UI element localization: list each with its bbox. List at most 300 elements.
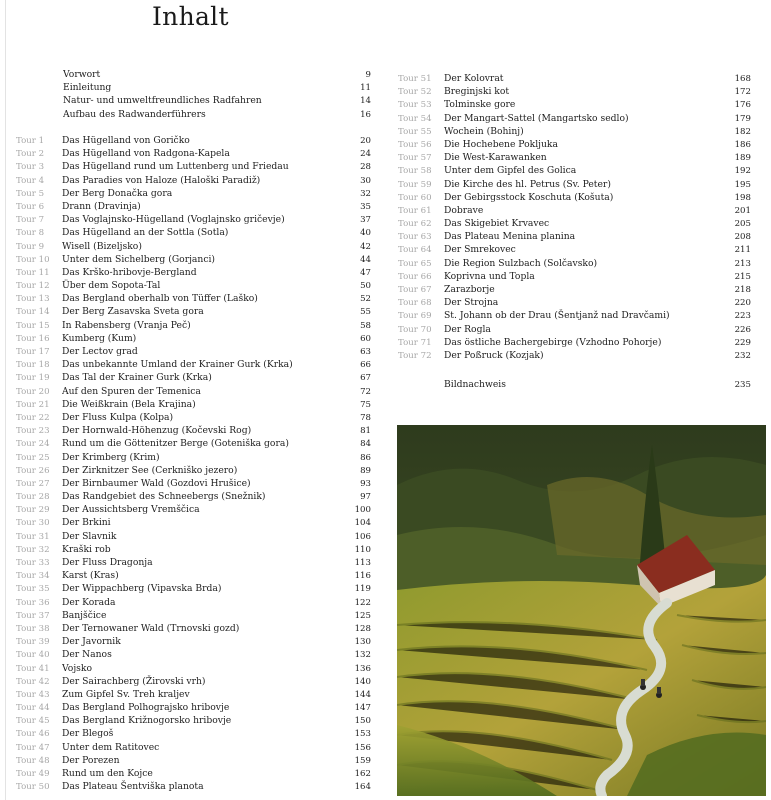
tour-number: Tour 42 bbox=[16, 676, 50, 687]
page-number: 189 bbox=[734, 153, 751, 164]
entry-title: Rund um den Kojce bbox=[62, 768, 153, 779]
toc-entry bbox=[16, 253, 371, 266]
entry-title: Wochein (Bohinj) bbox=[444, 125, 524, 137]
tour-number: Tour 1 bbox=[16, 136, 45, 146]
entry-title: Natur- und umweltfreundliches Radfahren bbox=[63, 95, 262, 107]
entry-title: Der Javornik bbox=[62, 636, 121, 648]
entry-title: Die Weißkrain (Bela Krajina) bbox=[62, 398, 196, 410]
page-number: 220 bbox=[734, 298, 751, 309]
tour-number: Tour 27 bbox=[16, 478, 50, 489]
entry-title: Kraški rob bbox=[62, 543, 111, 555]
page-number: 47 bbox=[360, 267, 371, 278]
toc-entry bbox=[16, 767, 371, 780]
toc-entry bbox=[16, 741, 371, 754]
tour-number: Tour 25 bbox=[16, 452, 50, 463]
page-number: 213 bbox=[734, 258, 751, 269]
page-number: 192 bbox=[734, 166, 751, 177]
tour-number: Tour 64 bbox=[398, 245, 432, 256]
page-number: 67 bbox=[360, 373, 371, 384]
tour-number: Tour 29 bbox=[16, 505, 50, 516]
entry-title: Das Hügelland von Goričko bbox=[62, 135, 190, 146]
tour-number: Tour 6 bbox=[16, 201, 45, 212]
entry-title: Die Kirche des hl. Petrus (Sv. Peter) bbox=[444, 178, 611, 190]
toc-entry bbox=[16, 398, 371, 411]
toc-entry bbox=[16, 424, 371, 437]
toc-entry bbox=[63, 68, 371, 81]
entry-title: Der Rogla bbox=[444, 323, 491, 335]
tour-number: Tour 24 bbox=[16, 439, 50, 450]
tour-number: Tour 14 bbox=[16, 307, 50, 318]
page-number: 30 bbox=[360, 175, 371, 186]
entry-title: Unter dem Gipfel des Golica bbox=[444, 165, 577, 177]
entry-title: Aufbau des Radwanderführers bbox=[63, 108, 206, 120]
toc-entry bbox=[16, 226, 371, 239]
entry-title: Der Berg Zasavska Sveta gora bbox=[62, 306, 204, 318]
tour-number: Tour 8 bbox=[16, 228, 45, 239]
entry-title: Bildnachweis bbox=[444, 379, 506, 390]
toc-entry bbox=[16, 490, 371, 503]
tour-number: Tour 38 bbox=[16, 623, 50, 634]
back-matter-list bbox=[398, 378, 751, 391]
entry-title: Einleitung bbox=[63, 82, 112, 94]
toc-entry bbox=[16, 662, 371, 675]
toc-entry bbox=[16, 556, 371, 569]
tour-number: Tour 50 bbox=[16, 782, 50, 793]
tour-number: Tour 49 bbox=[16, 769, 50, 779]
entry-title: Der Krimberg (Krim) bbox=[62, 451, 160, 463]
toc-entry bbox=[398, 323, 751, 336]
page-number: 235 bbox=[734, 380, 751, 390]
toc-entry bbox=[398, 336, 751, 349]
tour-number: Tour 51 bbox=[398, 74, 432, 84]
tour-number: Tour 46 bbox=[16, 729, 50, 740]
entry-title: Auf den Spuren der Temenica bbox=[62, 385, 201, 397]
toc-column-left bbox=[16, 134, 371, 793]
page-number: 215 bbox=[734, 271, 751, 282]
toc-entry bbox=[16, 266, 371, 279]
page-number: 172 bbox=[734, 87, 751, 98]
page-number: 32 bbox=[360, 188, 371, 199]
entry-title: Der Kolovrat bbox=[444, 73, 504, 84]
toc-entry bbox=[398, 378, 751, 391]
toc-entry bbox=[16, 279, 371, 292]
page-number: 122 bbox=[354, 597, 371, 608]
toc-entry bbox=[16, 411, 371, 424]
tour-number: Tour 33 bbox=[16, 558, 50, 568]
page-number: 147 bbox=[354, 703, 371, 714]
page-number: 176 bbox=[734, 100, 751, 111]
toc-entry bbox=[16, 451, 371, 464]
toc-entry bbox=[16, 648, 371, 661]
tour-number: Tour 19 bbox=[16, 373, 50, 384]
entry-title: Der Strojna bbox=[444, 297, 499, 309]
vineyard-photo bbox=[397, 425, 766, 796]
entry-title: Das unbekannte Umland der Krainer Gurk (Krka) bbox=[62, 359, 293, 371]
tour-number: Tour 18 bbox=[16, 360, 50, 371]
entry-title: Der Lectov grad bbox=[62, 346, 138, 357]
page-number: 55 bbox=[360, 307, 371, 318]
entry-title: Über dem Sopota-Tal bbox=[62, 280, 161, 292]
page-number: 58 bbox=[360, 320, 371, 331]
page-number: 110 bbox=[354, 544, 371, 555]
toc-entry bbox=[16, 200, 371, 213]
entry-title: Der Hornwald-Höhenzug (Kočevski Rog) bbox=[62, 425, 252, 437]
toc-entry bbox=[16, 345, 371, 358]
tour-number: Tour 10 bbox=[16, 254, 50, 265]
toc-entry bbox=[16, 569, 371, 582]
page-number: 113 bbox=[354, 558, 371, 568]
page-number: 14 bbox=[360, 96, 371, 107]
entry-title: Wisell (Bizeljsko) bbox=[62, 240, 142, 252]
toc-entry bbox=[63, 81, 371, 94]
page-number: 211 bbox=[734, 245, 751, 256]
toc-entry bbox=[16, 582, 371, 595]
toc-entry bbox=[16, 305, 371, 318]
page-number: 136 bbox=[354, 663, 371, 674]
page-number: 66 bbox=[360, 360, 371, 371]
tour-number: Tour 3 bbox=[16, 162, 45, 173]
toc-entry bbox=[398, 98, 751, 111]
toc-column-right bbox=[398, 72, 751, 362]
tour-number: Tour 66 bbox=[398, 271, 432, 282]
page-number: 93 bbox=[360, 478, 371, 489]
entry-title: Das Bergland Polhograjsko hribovje bbox=[62, 702, 230, 714]
entry-title: Der Berg Donačka gora bbox=[62, 187, 173, 199]
toc-entry bbox=[16, 213, 371, 226]
page-edge bbox=[5, 0, 6, 800]
page-number: 226 bbox=[734, 324, 751, 335]
entry-title: Vojsko bbox=[62, 662, 92, 674]
tour-number: Tour 11 bbox=[16, 267, 50, 278]
tour-number: Tour 68 bbox=[398, 298, 432, 309]
page-number: 232 bbox=[734, 350, 751, 361]
entry-title: Breginjski kot bbox=[444, 86, 510, 98]
toc-entry bbox=[398, 349, 751, 362]
entry-title: Der Fluss Dragonja bbox=[62, 557, 153, 568]
page-number: 162 bbox=[354, 769, 371, 779]
entry-title: Die West-Karawanken bbox=[444, 152, 547, 164]
entry-title: Der Porezen bbox=[62, 754, 120, 766]
toc-entry bbox=[16, 622, 371, 635]
toc-entry bbox=[398, 243, 751, 256]
page-number: 156 bbox=[354, 742, 371, 753]
entry-title: Der Nanos bbox=[62, 649, 112, 661]
tour-number: Tour 2 bbox=[16, 149, 45, 160]
toc-entry bbox=[16, 780, 371, 793]
toc-entry bbox=[398, 309, 751, 322]
toc-entry bbox=[63, 94, 371, 107]
page-number: 81 bbox=[360, 426, 371, 437]
toc-entry bbox=[398, 204, 751, 217]
toc-entry bbox=[16, 543, 371, 556]
entry-title: Das Tal der Krainer Gurk (Krka) bbox=[62, 372, 212, 384]
entry-title: Der Mangart-Sattel (Mangartsko sedlo) bbox=[444, 112, 629, 124]
entry-title: Kumberg (Kum) bbox=[62, 332, 137, 344]
tour-number: Tour 71 bbox=[398, 337, 432, 348]
entry-title: Unter dem Sichelberg (Gorjanci) bbox=[62, 253, 215, 265]
page-number: 63 bbox=[360, 347, 371, 357]
page-number: 198 bbox=[734, 192, 751, 203]
page-number: 35 bbox=[360, 201, 371, 212]
entry-title: Der Zirknitzer See (Cerkniško jezero) bbox=[62, 464, 238, 476]
toc-entry bbox=[16, 503, 371, 516]
entry-title: Die Region Sulzbach (Solčavsko) bbox=[444, 257, 598, 269]
entry-title: St. Johann ob der Drau (Šentjanž nad Dravčami) bbox=[444, 310, 670, 322]
page-number: 159 bbox=[354, 755, 371, 766]
entry-title: Der Blegoš bbox=[62, 728, 114, 740]
tour-number: Tour 15 bbox=[16, 320, 50, 331]
entry-title: Der Birnbaumer Wald (Gozdovi Hrušice) bbox=[62, 477, 251, 489]
entry-title: Banjščice bbox=[62, 609, 107, 621]
toc-entry bbox=[398, 112, 751, 125]
page-number: 50 bbox=[360, 281, 371, 292]
entry-title: Die Hochebene Pokljuka bbox=[444, 138, 558, 150]
tour-number: Tour 69 bbox=[398, 311, 432, 322]
front-matter-list bbox=[63, 68, 371, 121]
tour-number: Tour 40 bbox=[16, 650, 50, 661]
page-number: 140 bbox=[354, 676, 371, 687]
tour-number: Tour 4 bbox=[16, 175, 45, 186]
toc-entry bbox=[16, 371, 371, 384]
toc-entry bbox=[16, 332, 371, 345]
page-number: 72 bbox=[360, 386, 371, 397]
page-number: 116 bbox=[354, 571, 371, 582]
toc-entry bbox=[16, 688, 371, 701]
toc-entry bbox=[16, 596, 371, 609]
tour-number: Tour 56 bbox=[398, 139, 432, 150]
tour-number: Tour 67 bbox=[398, 285, 432, 295]
page-number: 150 bbox=[354, 716, 371, 727]
toc-entry bbox=[16, 635, 371, 648]
tour-number: Tour 31 bbox=[16, 531, 50, 542]
page-number: 20 bbox=[360, 136, 371, 146]
tour-number: Tour 59 bbox=[398, 179, 432, 190]
page-number: 40 bbox=[360, 228, 371, 239]
toc-entry bbox=[16, 675, 371, 688]
page-number: 179 bbox=[734, 113, 751, 124]
toc-entry bbox=[16, 477, 371, 490]
toc-entry bbox=[398, 217, 751, 230]
entry-title: In Rabensberg (Vranja Peč) bbox=[62, 319, 191, 331]
entry-title: Der Poßruck (Kozjak) bbox=[444, 349, 544, 361]
toc-entry bbox=[398, 270, 751, 283]
page-number: 42 bbox=[360, 241, 371, 252]
page-number: 97 bbox=[360, 492, 371, 503]
entry-title: Das Hügelland an der Sottla (Sotla) bbox=[62, 227, 229, 239]
entry-title: Das östliche Bachergebirge (Vzhodno Pohorje) bbox=[444, 336, 662, 348]
toc-entry bbox=[16, 714, 371, 727]
tour-number: Tour 13 bbox=[16, 294, 50, 305]
page-number: 52 bbox=[360, 294, 371, 305]
tour-number: Tour 9 bbox=[16, 241, 45, 252]
toc-entry bbox=[398, 85, 751, 98]
entry-title: Rund um die Göttenitzer Berge (Goteniška gora) bbox=[62, 438, 289, 450]
tour-number: Tour 44 bbox=[16, 703, 50, 714]
page-number: 119 bbox=[354, 584, 371, 595]
toc-entry bbox=[16, 174, 371, 187]
tour-number: Tour 37 bbox=[16, 610, 50, 621]
page-number: 60 bbox=[360, 333, 371, 344]
page-number: 132 bbox=[354, 650, 371, 661]
toc-entry bbox=[16, 464, 371, 477]
tour-number: Tour 47 bbox=[16, 742, 50, 753]
page-number: 44 bbox=[360, 254, 371, 265]
page-number: 125 bbox=[354, 610, 371, 621]
toc-entry bbox=[16, 727, 371, 740]
toc-entry bbox=[16, 754, 371, 767]
tour-number: Tour 72 bbox=[398, 350, 432, 361]
entry-title: Das Hügelland von Radgona-Kapela bbox=[62, 148, 230, 160]
entry-title: Der Aussichtsberg Vremščica bbox=[62, 504, 200, 516]
tour-number: Tour 20 bbox=[16, 386, 50, 397]
toc-entry bbox=[63, 108, 371, 121]
toc-entry bbox=[16, 187, 371, 200]
entry-title: Tolminske gore bbox=[444, 99, 516, 111]
page-number: 78 bbox=[360, 412, 371, 423]
toc-entry bbox=[398, 178, 751, 191]
toc-entry bbox=[16, 292, 371, 305]
toc-entry bbox=[398, 257, 751, 270]
toc-entry bbox=[16, 319, 371, 332]
entry-title: Der Slavnik bbox=[62, 530, 117, 542]
tour-number: Tour 26 bbox=[16, 465, 50, 476]
tour-number: Tour 36 bbox=[16, 597, 50, 608]
entry-title: Der Brkini bbox=[62, 517, 111, 529]
tour-number: Tour 34 bbox=[16, 571, 50, 582]
toc-entry bbox=[398, 164, 751, 177]
page-number: 205 bbox=[734, 219, 751, 230]
tour-number: Tour 57 bbox=[398, 153, 432, 164]
toc-entry bbox=[16, 437, 371, 450]
tour-number: Tour 39 bbox=[16, 637, 50, 648]
entry-title: Das Randgebiet des Schneebergs (Snežnik) bbox=[62, 491, 266, 503]
tour-number: Tour 17 bbox=[16, 347, 50, 357]
entry-title: Das Paradies von Haloze (Haloški Paradiž) bbox=[62, 174, 261, 186]
tour-number: Tour 61 bbox=[398, 205, 432, 216]
tour-number: Tour 63 bbox=[398, 232, 432, 243]
toc-entry bbox=[398, 125, 751, 138]
entry-title: Der Korada bbox=[62, 596, 116, 608]
tour-number: Tour 65 bbox=[398, 258, 432, 269]
tour-number: Tour 12 bbox=[16, 281, 50, 292]
page-number: 100 bbox=[354, 505, 371, 516]
page-number: 75 bbox=[360, 399, 371, 410]
page-number: 128 bbox=[354, 623, 371, 634]
page-number: 84 bbox=[360, 439, 371, 450]
toc-entry bbox=[16, 609, 371, 622]
toc-entry bbox=[398, 151, 751, 164]
toc-entry bbox=[398, 191, 751, 204]
tour-number: Tour 70 bbox=[398, 324, 432, 335]
page-number: 201 bbox=[734, 205, 751, 216]
page-number: 28 bbox=[360, 162, 371, 173]
entry-title: Das Hügelland rund um Luttenberg und Friedau bbox=[62, 161, 289, 173]
page-number: 104 bbox=[354, 518, 371, 529]
tour-number: Tour 7 bbox=[16, 215, 45, 226]
page-number: 182 bbox=[734, 126, 751, 137]
tour-number: Tour 28 bbox=[16, 492, 50, 503]
page-number: 195 bbox=[734, 179, 751, 190]
tour-number: Tour 21 bbox=[16, 399, 50, 410]
entry-title: Das Plateau Šentviška planota bbox=[62, 781, 204, 793]
tour-number: Tour 60 bbox=[398, 192, 432, 203]
page-number: 218 bbox=[734, 285, 751, 295]
toc-entry bbox=[398, 296, 751, 309]
tour-number: Tour 16 bbox=[16, 333, 50, 344]
entry-title: Koprivna und Topla bbox=[444, 270, 535, 282]
toc-entry bbox=[398, 283, 751, 296]
toc-entry bbox=[16, 516, 371, 529]
tour-number: Tour 23 bbox=[16, 426, 50, 437]
tour-number: Tour 32 bbox=[16, 544, 50, 555]
toc-entry bbox=[16, 385, 371, 398]
entry-title: Das Krško-hribovje-Bergland bbox=[62, 266, 197, 278]
tour-number: Tour 5 bbox=[16, 188, 45, 199]
toc-entry bbox=[16, 358, 371, 371]
entry-title: Zarazborje bbox=[444, 284, 495, 295]
entry-title: Zum Gipfel Sv. Treh kraljev bbox=[62, 688, 190, 700]
page-number: 89 bbox=[360, 465, 371, 476]
entry-title: Der Gebirgsstock Koschuta (Košuta) bbox=[444, 191, 614, 203]
page-number: 24 bbox=[360, 149, 371, 160]
toc-entry bbox=[16, 701, 371, 714]
entry-title: Karst (Kras) bbox=[62, 570, 119, 582]
toc-entry bbox=[398, 72, 751, 85]
page-number: 37 bbox=[360, 215, 371, 226]
entry-title: Der Smrekovec bbox=[444, 244, 516, 256]
tour-number: Tour 48 bbox=[16, 755, 50, 766]
entry-title: Das Plateau Menina planina bbox=[444, 231, 576, 243]
entry-title: Das Skigebiet Krvavec bbox=[444, 218, 550, 230]
page-number: 168 bbox=[734, 74, 751, 84]
page-number: 144 bbox=[354, 689, 371, 700]
entry-title: Drann (Dravinja) bbox=[62, 200, 141, 212]
tour-number: Tour 41 bbox=[16, 663, 50, 674]
toc-entry bbox=[16, 530, 371, 543]
entry-title: Der Wippachberg (Vipavska Brda) bbox=[62, 583, 222, 595]
page-number: 130 bbox=[354, 637, 371, 648]
page-number: 208 bbox=[734, 232, 751, 243]
toc-entry bbox=[16, 160, 371, 173]
page-title: Inhalt bbox=[152, 2, 229, 31]
entry-title: Das Bergland Križnogorsko hribovje bbox=[62, 715, 232, 727]
toc-entry bbox=[16, 240, 371, 253]
tour-number: Tour 22 bbox=[16, 412, 50, 423]
entry-title: Der Ternowaner Wald (Trnovski gozd) bbox=[62, 622, 240, 634]
page-number: 106 bbox=[354, 531, 371, 542]
page-number: 186 bbox=[734, 139, 751, 150]
tour-number: Tour 62 bbox=[398, 219, 432, 230]
entry-title: Das Bergland oberhalb von Tüffer (Laško) bbox=[62, 293, 258, 305]
tour-number: Tour 35 bbox=[16, 584, 50, 595]
entry-title: Der Fluss Kulpa (Kolpa) bbox=[62, 411, 174, 423]
entry-title: Unter dem Ratitovec bbox=[62, 741, 160, 753]
entry-title: Der Sairachberg (Žirovski vrh) bbox=[62, 675, 206, 687]
toc-entry bbox=[16, 134, 371, 147]
page-number: 223 bbox=[734, 311, 751, 322]
tour-number: Tour 45 bbox=[16, 716, 50, 727]
entry-title: Dobrave bbox=[444, 204, 484, 216]
tour-number: Tour 55 bbox=[398, 126, 432, 137]
page-number: 86 bbox=[360, 452, 371, 463]
page-number: 9 bbox=[365, 70, 371, 80]
toc-entry bbox=[16, 147, 371, 160]
page-number: 11 bbox=[360, 83, 371, 94]
page-number: 229 bbox=[734, 337, 751, 348]
entry-title: Vorwort bbox=[63, 69, 101, 80]
page-number: 164 bbox=[354, 782, 371, 793]
tour-number: Tour 43 bbox=[16, 689, 50, 700]
